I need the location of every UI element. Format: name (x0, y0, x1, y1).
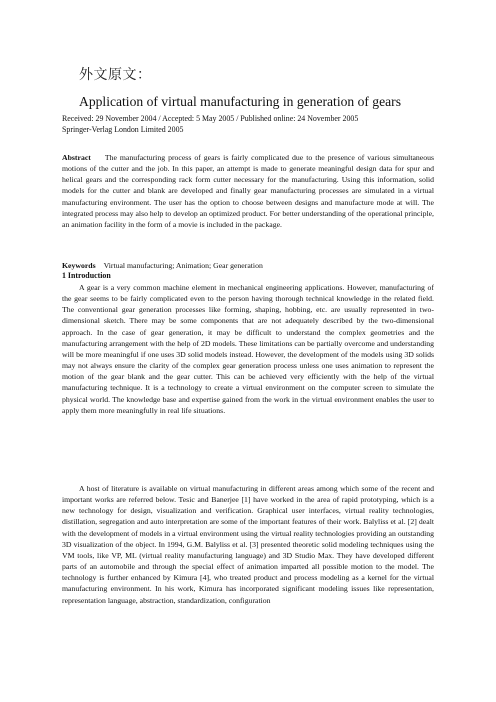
keywords-label: Keywords (62, 261, 96, 270)
publication-dates: Received: 29 November 2004 / Accepted: 5 May 2005 / Published online: 24 November 2005 (62, 114, 359, 123)
abstract-text: The manufacturing process of gears is fairly complicated due to the presence of various simultaneous motions of the cutter and the job. In this paper, an attempt is made to generate meaningful design data for spur and helical gears and the corresponding rack form cutter necessary for the manufacturing. Using this information, solid models for the cutter and blank are developed and finally gear manufacturing processes are simulated in a virtual manufacturing environment. The user has the option to choose between designs and manufacture mode at will. The integrated process may also help to develop an optimized product. For better understanding of the operational principle, an animation facility in the form of a movie is included in the package. (62, 153, 434, 229)
abstract-label: Abstract (62, 153, 91, 162)
keywords-line (62, 260, 434, 271)
section-heading: 1 Introduction (62, 271, 111, 280)
paper-title: Application of virtual manufacturing in generation of gears (79, 94, 401, 109)
keywords-text: Virtual manufacturing; Animation; Gear generation (103, 261, 263, 270)
paragraph-2: A host of literature is available on virtual manufacturing in different areas among which some of the recent and important works are referred below. Tesic and Banerjee [1] have worked in the area of rapid prototyping, which is a new technology for design, visualization and verification. Graphical user interfaces, virtual reality technologies, distillation, segregation and auto interpretation are some of the important features of their work. Balyliss et al. [2] dealt with the development of models in a virtual environment using the virtual reality technologies providing an outstanding 3D visualization of the object. In 1994, G.M. Balyliss et al. [3] presented theoretic solid modeling techniques using the VM tools, like VP, ML (virtual reality manufacturing language) and 3D Studio Max. They have developed different parts of an automobile and through the special effect of animation imparted all possible motion to the model. The technology is further enhanced by Kimura [4], who treated product and process modeling as a kernel for the virtual manufacturing environment. In his work, Kimura has incorporated significant modeling issues like representation, representation language, abstraction, standardization, configuration (62, 484, 434, 605)
abstract-block (62, 152, 434, 230)
paragraph-1: A gear is a very common machine element in mechanical engineering applications. However, manufacturing of the gear seems to be fairly complicated even to the person having thorough technical knowledge in the related field. The conventional gear generation processes like forming, shaping, hobbing, etc. are usually represented in two-dimensional sketch. There may be some components that are not adequately described by the two-dimensional approach. In the case of gear generation, it may be difficult to understand the complex geometries and the manufacturing arrangement with the help of 2D models. These limitations can be partially overcome and understanding will be more meaningful if one uses 3D solid models instead. However, the development of the models using 3D solids may not always ensure the clarity of the complex gear generation process unless one uses animation to represent the motion of the gear blank and the gear cutter. This can be achieved very efficiently with the help of the virtual manufacturing technique. It is a technology to create a virtual environment on the computer screen to simulate the physical world. The knowledge base and expertise gained from the work in the virtual environment enables the user to apply them more meaningfully in real life situations. (62, 283, 434, 415)
translation-heading: 外文原文： (79, 67, 152, 83)
publisher-line: Springer-Verlag London Limited 2005 (62, 125, 184, 134)
